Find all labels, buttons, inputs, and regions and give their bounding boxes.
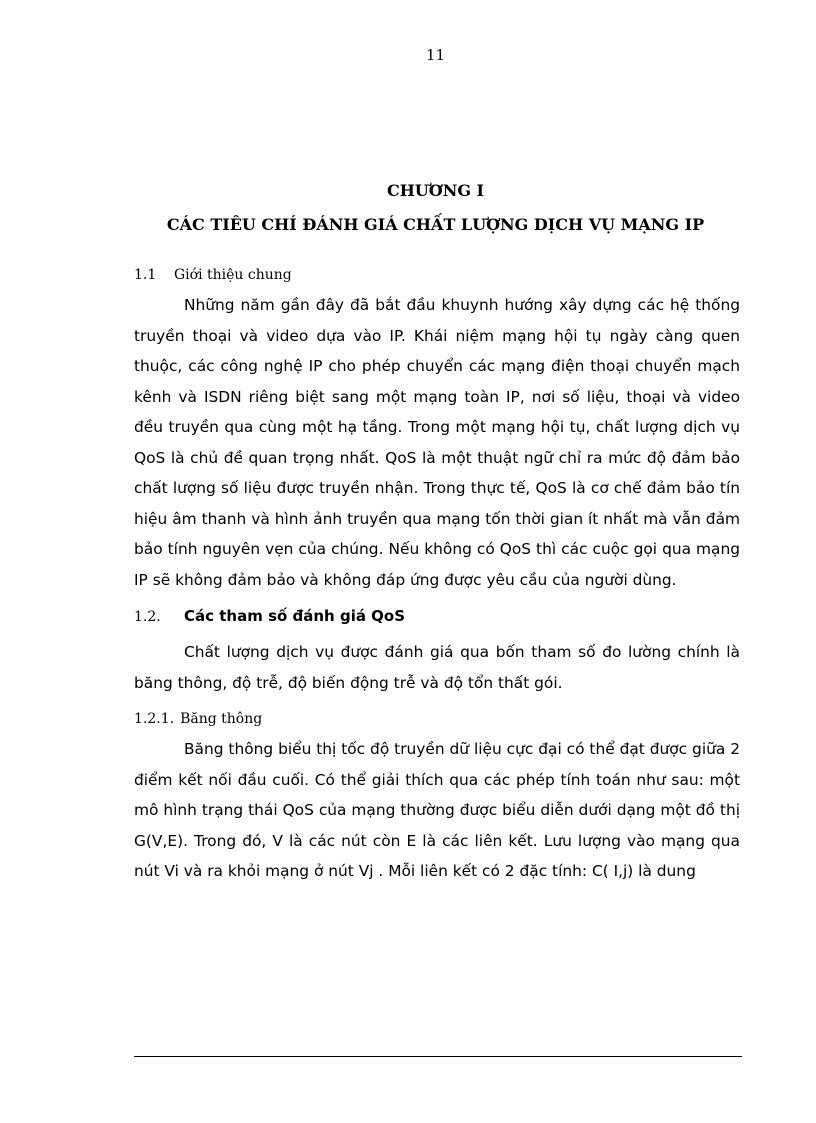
footer-rule bbox=[134, 1056, 742, 1057]
section-title: Các tham số đánh giá QoS bbox=[184, 607, 406, 625]
paragraph-qos-parameters: Chất lượng dịch vụ được đánh giá qua bốn tham số đo lường chính là băng thông, độ trễ, độ biến động trễ và độ tổn thất gói. bbox=[134, 643, 740, 692]
section-heading-1-2-1 bbox=[134, 704, 740, 734]
paragraph-bandwidth: Băng thông biểu thị tốc độ truyền dữ liệu cực đại có thể đạt được giữa 2 điểm kết nối đầu cuối. Có thể giải thích qua các phép tính toán như sau: một mô hình trạng thái QoS của mạng thường được biểu diễn dưới dạng một đồ thị G(V,E). Trong đó, V là các nút còn E là các liên kết. Lưu lượng vào mạng qua nút Vi và ra khỏi mạng ở nút Vj . Mỗi liên kết có 2 đặc tính: C( I,j) là dung bbox=[134, 740, 740, 880]
section-title: Băng thông bbox=[180, 711, 263, 727]
section-number: 1.1 bbox=[134, 267, 157, 283]
chapter-title: CÁC TIÊU CHÍ ĐÁNH GIÁ CHẤT LƯỢNG DỊCH VỤ MẠNG IP bbox=[166, 215, 705, 234]
page-body bbox=[134, 260, 740, 887]
section-number: 1.2. bbox=[134, 609, 161, 625]
section-heading-1-2 bbox=[134, 599, 740, 633]
page-number: 11 bbox=[425, 46, 446, 64]
section-number: 1.2.1. bbox=[134, 711, 175, 727]
chapter-heading bbox=[0, 174, 816, 242]
section-heading-1-1 bbox=[134, 260, 740, 290]
chapter-label: CHƯƠNG I bbox=[386, 181, 485, 200]
paragraph-intro: Những năm gần đây đã bắt đầu khuynh hướng xây dựng các hệ thống truyền thoại và video dựa vào IP. Khái niệm mạng hội tụ ngày càng quen thuộc, các công nghệ IP cho phép chuyển các mạng điện thoại chuyển mạch kênh và ISDN riêng biệt sang một mạng toàn IP, nơi số liệu, thoại và video đều truyền qua cùng một hạ tầng. Trong một mạng hội tụ, chất lượng dịch vụ QoS là chủ đề quan trọng nhất. QoS là một thuật ngữ chỉ ra mức độ đảm bảo chất lượng số liệu được truyền nhận. Trong thực tế, QoS là cơ chế đảm bảo tín hiệu âm thanh và hình ảnh truyền qua mạng tốn thời gian ít nhất mà vẫn đảm bảo tính nguyên vẹn của chúng. Nếu không có QoS thì các cuộc gọi qua mạng IP sẽ không đảm bảo và không đáp ứng được yêu cầu của người dùng. bbox=[134, 296, 740, 589]
section-title: Giới thiệu chung bbox=[174, 267, 292, 283]
